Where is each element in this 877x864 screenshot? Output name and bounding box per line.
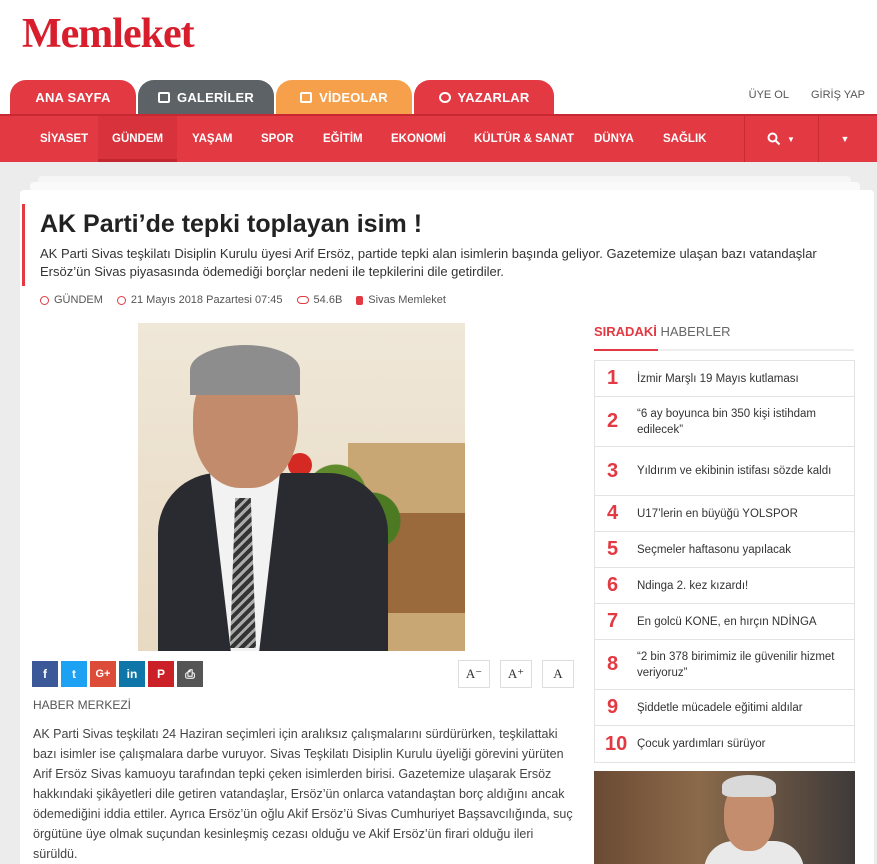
user-icon <box>356 296 363 305</box>
tab-videos-label: VİDEOLAR <box>319 89 388 105</box>
list-item-title: Ndinga 2. kez kızardı! <box>637 579 749 592</box>
list-item[interactable] <box>595 690 854 726</box>
tab-authors-label: YAZARLAR <box>457 89 530 105</box>
film-icon <box>300 92 312 103</box>
next-news-list <box>594 360 855 763</box>
nav-item-egitim[interactable]: EĞİTİM <box>323 133 363 145</box>
list-item-number: 4 <box>607 502 619 524</box>
photo-hair <box>722 775 776 797</box>
list-item-title: U17’lerin en büyüğü YOLSPOR <box>637 507 798 520</box>
google-plus-share-button[interactable]: G+ <box>90 661 116 687</box>
tab-galleries[interactable] <box>138 80 274 114</box>
nav-item-ekonomi[interactable]: EKONOMİ <box>391 133 446 145</box>
list-item-title: En golcü KONE, en hırçın NDİNGA <box>637 615 817 628</box>
tab-galleries-label: GALERİLER <box>177 89 254 105</box>
site-logo[interactable]: Memleket <box>22 11 194 57</box>
article-summary: AK Parti Sivas teşkilatı Disiplin Kurulu üyesi Arif Ersöz, partide tepki alan isimlerin başında geliyor. Gazetemize ulaşan bazı vatandaşlar Ersöz’ün Sivas piyasasında ödemediği borçlar nedeni ile tepkilerini dile getirdiler. <box>40 246 817 279</box>
list-item[interactable] <box>595 532 854 568</box>
font-increase-button[interactable]: A⁺ <box>500 660 532 688</box>
list-item-number: 7 <box>607 610 619 632</box>
account-links <box>749 89 865 101</box>
sidebar-heading-rest: HABERLER <box>656 324 731 339</box>
tab-home[interactable] <box>10 80 136 114</box>
list-item[interactable] <box>595 496 854 532</box>
eye-icon <box>297 296 309 304</box>
list-item-title: Yıldırım ve ekibinin istifası sözde kaldı <box>637 465 832 477</box>
list-item-title: İzmir Marşlı 19 Mayıs kutlaması <box>637 372 799 385</box>
meta-views-label: 54.6B <box>313 294 343 306</box>
nav-item-dunya[interactable]: DÜNYA <box>594 133 634 145</box>
list-item[interactable] <box>595 640 854 690</box>
nav-divider <box>744 116 745 162</box>
sidebar-heading <box>594 324 731 339</box>
title-accent-bar <box>22 204 25 286</box>
list-item-title: “6 ay boyunca bin 350 kişi istihdam edilecek” <box>637 407 816 436</box>
list-item-number: 1 <box>607 367 619 389</box>
list-item-number: 8 <box>607 653 619 675</box>
list-item[interactable] <box>595 361 854 397</box>
font-size-controls <box>458 660 574 688</box>
list-item[interactable] <box>595 568 854 604</box>
circle-icon <box>40 296 49 305</box>
article-photo <box>138 323 465 651</box>
list-item-number: 3 <box>607 459 619 482</box>
meta-category[interactable] <box>40 294 103 306</box>
list-item[interactable] <box>595 447 854 496</box>
nav-divider <box>818 116 819 162</box>
list-item-number: 5 <box>607 538 619 560</box>
list-item-title: “2 bin 378 birimimiz ile güvenilir hizmet veriyoruz” <box>637 650 835 679</box>
sidebar-heading-underline <box>594 349 854 351</box>
twitter-share-button[interactable]: t <box>61 661 87 687</box>
nav-item-kultur-sanat[interactable]: KÜLTÜR & SANAT <box>474 133 574 145</box>
nav-item-saglik[interactable]: SAĞLIK <box>663 133 707 145</box>
meta-date <box>117 294 283 306</box>
tab-videos[interactable] <box>276 80 412 114</box>
article-source: HABER MERKEZİ <box>33 698 132 712</box>
sidebar-news-photo[interactable] <box>594 771 855 864</box>
search-icon[interactable]: ▼ <box>754 116 808 162</box>
list-item-number: 2 <box>607 410 619 432</box>
meta-category-label: GÜNDEM <box>54 294 103 306</box>
list-item[interactable] <box>595 726 854 762</box>
clock-icon <box>117 296 126 305</box>
list-item-number: 9 <box>607 696 619 718</box>
list-item-number: 6 <box>607 574 619 596</box>
register-link[interactable]: ÜYE OL <box>748 89 789 101</box>
meta-date-label: 21 Mayıs 2018 Pazartesi 07:45 <box>130 294 283 306</box>
list-item-number: 10 <box>605 732 628 755</box>
linkedin-share-button[interactable]: in <box>119 661 145 687</box>
article-body: AK Parti Sivas teşkilatı 24 Haziran seçimleri için aralıksız çalışmalarını sürdürürken, teşkilattaki bazı isimler ise çalışmalara darbe vuruyor. Sivas Teşkilatı Disiplin Kurulu üyeliği görevini yürüten Arif Ersöz Sivas kamuoyu tarafından tepki çeken isimlerden birisi. Gazetemize ulaşarak Ersöz hakkındaki şikâyetleri dile getiren vatandaşlar, Ersöz’ün onlarca vatandaştan borç aldığını ancak ödemediğini iddia ettiler. Ayrıca Ersöz’ün oğlu Akif Ersöz’ü Sivas Cumhuriyet Başsavcılığında, suç örgütüne üye olmak suçundan kesinleşmiş cezası olduğu ve Akif Ersöz’ün firari olduğu ileri sürüldü. <box>33 727 573 861</box>
photo-hair <box>190 345 300 395</box>
users-icon <box>439 92 451 103</box>
list-item-title: Çocuk yardımları sürüyor <box>637 738 766 750</box>
chevron-down-icon[interactable]: ▼ <box>840 134 850 144</box>
list-item[interactable] <box>595 604 854 640</box>
font-reset-button[interactable]: A <box>542 660 574 688</box>
print-button[interactable]: ⎙ <box>177 661 203 687</box>
meta-views <box>297 294 343 306</box>
list-item-title: Şiddetle mücadele eğitimi aldılar <box>637 701 803 714</box>
main-nav <box>0 114 877 162</box>
tab-home-label: ANA SAYFA <box>35 89 111 105</box>
list-item-title: Seçmeler haftasonu yapılacak <box>637 543 792 556</box>
site-header <box>0 0 877 114</box>
meta-author[interactable] <box>356 294 446 306</box>
share-buttons <box>32 661 203 687</box>
nav-item-gundem[interactable]: GÜNDEM <box>98 116 177 162</box>
facebook-share-button[interactable]: f <box>32 661 58 687</box>
nav-item-spor[interactable]: SPOR <box>261 133 294 145</box>
image-icon <box>158 92 170 103</box>
article-title: AK Parti’de tepki toplayan isim ! <box>40 210 423 238</box>
nav-item-yasam[interactable]: YAŞAM <box>192 133 233 145</box>
sidebar-heading-bold: SIRADAKİ <box>594 324 657 339</box>
login-link[interactable]: GİRİŞ YAP <box>810 89 865 101</box>
meta-author-label: Sivas Memleket <box>368 294 446 306</box>
tab-authors[interactable] <box>414 80 554 114</box>
font-decrease-button[interactable]: A⁻ <box>458 660 490 688</box>
nav-item-siyaset[interactable]: SİYASET <box>40 133 89 145</box>
article-meta <box>40 294 446 306</box>
pinterest-share-button[interactable]: P <box>148 661 174 687</box>
list-item[interactable] <box>595 397 854 447</box>
